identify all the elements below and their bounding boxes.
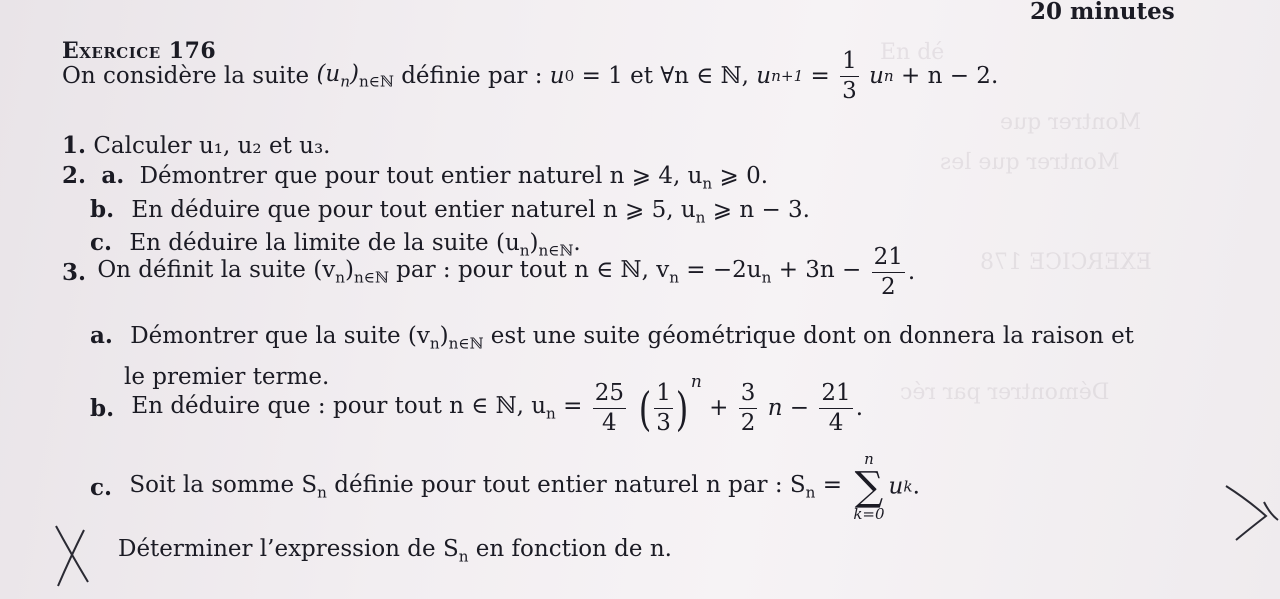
intro-un1-sub: n+1 xyxy=(771,66,804,85)
intro-defined: définie par : xyxy=(401,63,543,89)
q3a-domain: n∈ℕ xyxy=(448,334,484,353)
q3b-fraction-1: $\frac{25}{4}$ xyxy=(594,380,625,436)
intro-u0: u xyxy=(549,63,565,89)
q3c-line2-sub: n xyxy=(458,547,469,566)
q2b-sub: n xyxy=(695,208,706,227)
q2a-end: ⩾ 0. xyxy=(712,163,769,189)
q3c-line2-text: Déterminer l’expression de S xyxy=(118,536,459,562)
q3-number: 3. xyxy=(62,259,87,286)
q2b-text: En déduire que pour tout entier naturel n ⩾ 5, u xyxy=(131,197,696,223)
q3c-term: u xyxy=(888,473,904,500)
q3b-exponent: n xyxy=(690,372,702,392)
question-1 xyxy=(62,134,330,158)
q2b-label: b. xyxy=(90,196,115,223)
q3c-term-sub: k xyxy=(903,477,913,496)
bleed-through-text: Montrer que les xyxy=(940,150,1120,175)
q3b-fraction-3: $\frac{3}{2}$ xyxy=(740,380,756,436)
q3c-text: Soit la somme $S_n$ définie pour tout entier naturel n par : $S_n$ = xyxy=(129,471,843,502)
intro-line xyxy=(62,50,998,103)
handwritten-cross-mark xyxy=(48,520,98,590)
q3b-text: En déduire que : pour tout n ∈ ℕ, $u_n$ = xyxy=(131,393,583,423)
q3b-paren-close: ) xyxy=(675,381,689,436)
q3b-plus: + xyxy=(709,395,729,421)
question-3c-line2 xyxy=(118,538,672,565)
q2c-end: . xyxy=(573,230,581,256)
intro-tail-sub: n xyxy=(883,66,894,85)
question-3 xyxy=(62,246,915,299)
q2c-label: c. xyxy=(90,229,113,256)
q3a-sub: n xyxy=(429,334,440,353)
handwritten-cross-mark-right xyxy=(1218,478,1280,548)
intro-seq: $(u_n)_{n\in ℕ}$ xyxy=(316,61,394,91)
intro-tail: u xyxy=(869,63,884,89)
bleed-through-text: En dé xyxy=(880,40,945,65)
q3b-mid: n − xyxy=(767,395,810,421)
q2c-close: ) xyxy=(529,230,539,256)
bleed-through-text: Démontrer par réc xyxy=(900,380,1110,405)
q3b-fraction-2: $\frac{1}{3}$ xyxy=(656,380,671,436)
q3b-fraction-4: $\frac{21}{4}$ xyxy=(821,380,851,436)
intro-text: On considère la suite xyxy=(62,63,310,89)
bleed-through-text: Montrer que xyxy=(1000,110,1142,135)
q3b-end: . xyxy=(855,395,863,421)
question-2a xyxy=(62,164,768,192)
q3c-sum-symbol: n ∑ k=0 xyxy=(853,450,885,523)
intro-eq: = xyxy=(810,63,830,89)
q2c-domain: n∈ℕ xyxy=(538,241,574,260)
q3b-label: b. xyxy=(90,395,115,422)
q1-number: 1. xyxy=(62,132,87,159)
q3-fraction: $\frac{21}{2}$ xyxy=(873,244,903,300)
question-2b xyxy=(90,198,810,226)
q2b-end: ⩾ n − 3. xyxy=(705,197,810,223)
q2a-text: Démontrer que pour tout entier naturel n ⩾ 4, u xyxy=(139,163,703,189)
q3a-text: Démontrer que la suite (v xyxy=(130,323,430,349)
q2c-sub: n xyxy=(519,241,530,260)
q2a-label: a. xyxy=(101,162,125,189)
q3a-label: a. xyxy=(90,322,113,349)
intro-u0-sub: 0 xyxy=(564,66,575,85)
question-3a-line2: le premier terme. xyxy=(124,364,330,390)
q3-intro: On définit la suite $(v_n)_{n\in ℕ}$ par : pour tout n ∈ ℕ, $v_n = -2u_n + 3n$ − xyxy=(97,257,862,287)
intro-fraction: $\frac{1}{3}$ xyxy=(842,48,857,104)
time-label: 20 minutes xyxy=(1030,0,1175,25)
q2a-sub: n xyxy=(702,174,713,193)
question-3c xyxy=(90,452,920,522)
intro-tail-rest: + n − 2. xyxy=(901,63,999,89)
question-3a xyxy=(90,324,1134,352)
intro-u0-value: = 1 et ∀n ∈ ℕ, xyxy=(581,63,749,89)
q3c-label: c. xyxy=(90,473,113,501)
q3a-rest: est une suite géométrique dont on donnera la raison et xyxy=(483,323,1134,349)
q2-number: 2. xyxy=(62,162,87,189)
q2c-text: En déduire la limite de la suite (u xyxy=(129,230,520,256)
q3c-end: . xyxy=(912,473,920,500)
q3a-close: ) xyxy=(439,323,449,349)
q3c-line2-end: en fonction de n. xyxy=(468,536,672,562)
exercise-title: Exercice 176 xyxy=(62,38,217,64)
q1-text: Calculer u₁, u₂ et u₃. xyxy=(93,133,331,159)
q3b-paren-open: ( xyxy=(639,381,652,436)
q3-intro-end: . xyxy=(907,259,916,285)
bleed-through-text: EXERCICE 178 xyxy=(980,250,1152,275)
intro-un1: u xyxy=(756,63,772,89)
